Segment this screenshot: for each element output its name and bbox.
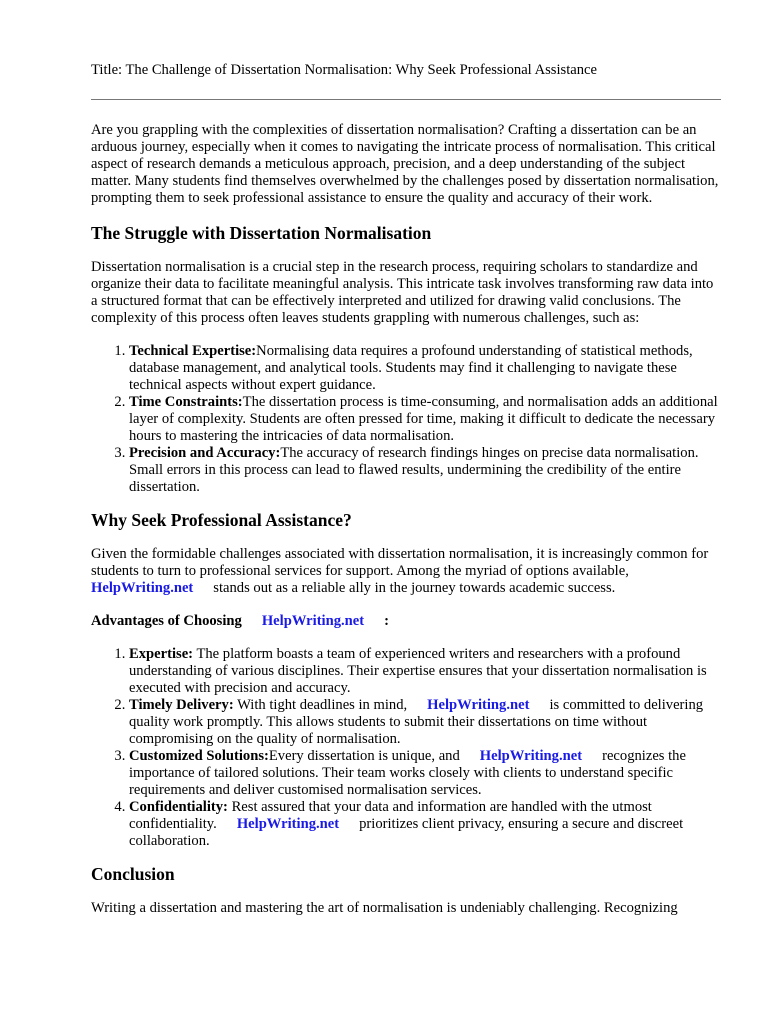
item-text: The dissertation process is time-consuming, and normalisation adds an additional layer of complexity. Students are often pressed for time, making it difficult to dedicate the necessary hours to mastering the intricacies of data normalisation.: [129, 394, 718, 444]
intro-paragraph: Are you grappling with the complexities of dissertation normalisation? Crafting a dissertation can be an arduous journey, especially when it comes to navigating the intricate process of normalisation. This critical aspect of research demands a meticulous approach, precision, and a deep understanding of the subject matter. Many students find themselves overwhelmed by the challenges posed by dissertation normalisation, prompting them to seek professional assistance to ensure the quality and accuracy of their work.: [91, 122, 719, 206]
item-label: Customized Solutions:: [129, 748, 269, 764]
document-content: [91, 61, 723, 917]
list-item: [129, 799, 723, 850]
list-item: [129, 394, 723, 445]
item-label: Expertise:: [129, 646, 194, 662]
helpwriting-link[interactable]: HelpWriting.net: [261, 613, 365, 629]
list-item: [129, 343, 723, 394]
list-item: [129, 445, 723, 496]
title-divider: [91, 99, 721, 100]
item-text-after: is committed to delivering quality work promptly. This allows students to submit their dissertations on time without compromising on the quality of normalisation.: [129, 697, 704, 747]
advantages-suffix: :: [384, 613, 389, 629]
item-label: Timely Delivery:: [129, 697, 234, 713]
item-text: The accuracy of research findings hinges on precise data normalisation. Small errors in this process can lead to flawed results, undermining the credibility of the entire dissertation.: [129, 445, 699, 495]
item-text-after: prioritizes client privacy, ensuring a secure and discreet collaboration.: [129, 816, 684, 849]
helpwriting-link[interactable]: HelpWriting.net: [91, 580, 194, 596]
item-text: Every dissertation is unique, and: [268, 748, 460, 764]
item-text: With tight deadlines in mind,: [237, 697, 408, 713]
list-item: [129, 646, 723, 697]
advantages-list: [91, 646, 723, 850]
item-text: The platform boasts a team of experienced writers and researchers with a profound understanding of various disciplines. Their expertise ensures that your dissertation normalisation is executed with precision and accuracy.: [129, 646, 707, 696]
challenges-list: [91, 343, 723, 496]
conclusion-heading: Conclusion: [91, 864, 175, 884]
item-label: Time Constraints:: [129, 394, 243, 410]
item-text-after: recognizes the importance of tailored solutions. Their team works closely with clients to understand specific requirements and deliver customised normalisation services.: [129, 748, 686, 798]
item-text: Rest assured that your data and information are handled with the utmost confidentiality.: [129, 799, 652, 832]
helpwriting-link[interactable]: HelpWriting.net: [236, 816, 340, 832]
list-item: [129, 697, 723, 748]
item-label: Precision and Accuracy:: [129, 445, 281, 461]
conclusion-paragraph: Writing a dissertation and mastering the art of normalisation is undeniably challenging. Recognizing: [91, 900, 678, 916]
struggle-heading: The Struggle with Dissertation Normalisation: [91, 223, 432, 243]
advantages-heading: [91, 613, 723, 630]
list-item: [129, 748, 723, 799]
helpwriting-link[interactable]: HelpWriting.net: [479, 748, 583, 764]
item-label: Confidentiality:: [129, 799, 228, 815]
why-text-after: stands out as a reliable ally in the journey towards academic success.: [213, 580, 616, 596]
helpwriting-link[interactable]: HelpWriting.net: [427, 697, 530, 713]
struggle-paragraph: Dissertation normalisation is a crucial step in the research process, requiring scholars to standardize and organize their data to facilitate meaningful analysis. This intricate task involves transforming raw data into a structured format that can be effectively interpreted and utilized for drawing valid conclusions. The complexity of this process often leaves students grappling with numerous challenges, such as:: [91, 259, 714, 326]
advantages-prefix: Advantages of Choosing: [91, 613, 242, 629]
why-paragraph: [91, 546, 723, 597]
why-text-before: Given the formidable challenges associated with dissertation normalisation, it is increasingly common for students to turn to professional services for support. Among the myriad of options available,: [91, 546, 709, 579]
document-title: Title: The Challenge of Dissertation Normalisation: Why Seek Professional Assistance: [91, 62, 597, 78]
why-heading: Why Seek Professional Assistance?: [91, 510, 352, 530]
item-label: Technical Expertise:: [129, 343, 257, 359]
item-text: Normalising data requires a profound understanding of statistical methods, database management, and analytical tools. Students may find it challenging to navigate these technical aspects without expert guidance.: [129, 343, 693, 393]
